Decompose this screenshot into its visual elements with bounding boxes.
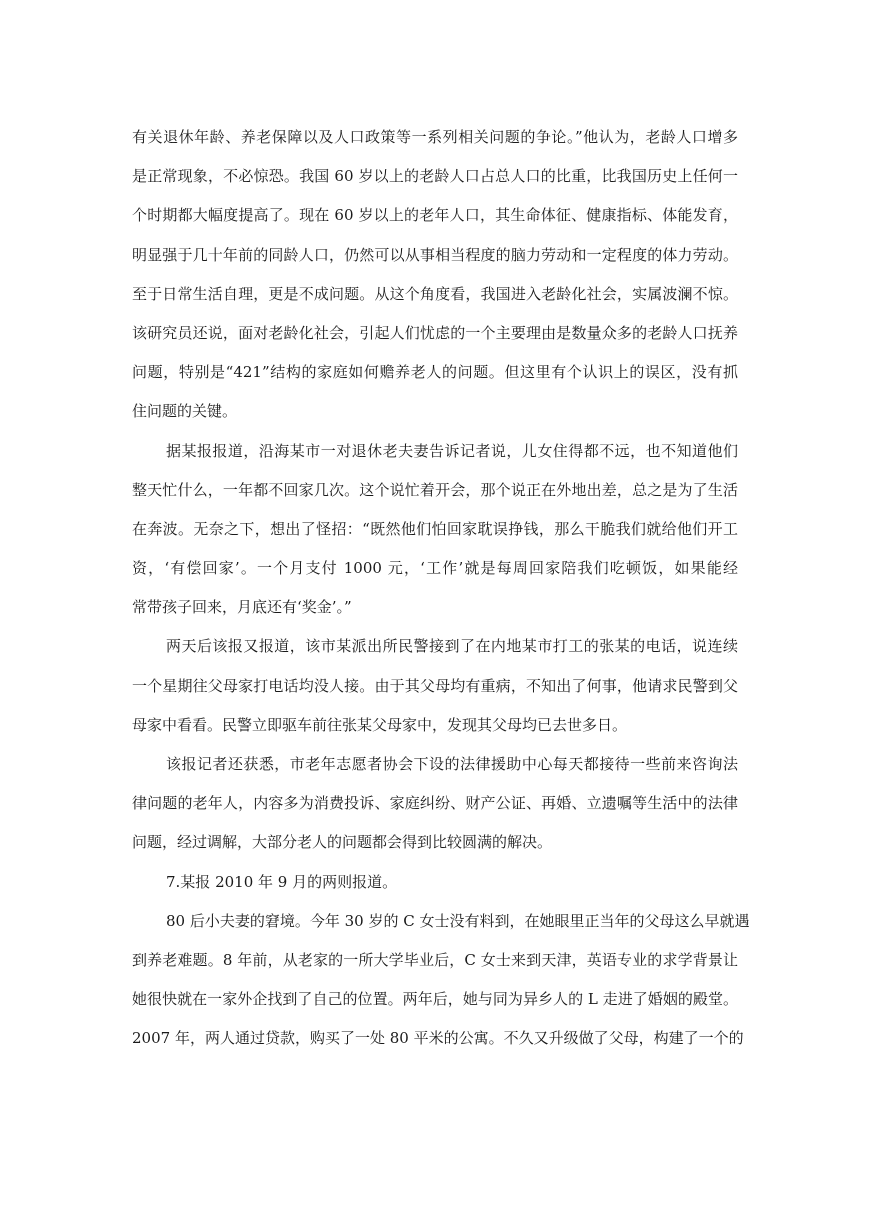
paragraph-first-line: 两天后该报又报道，该市某派出所民警接到了在内地某市打工的张某的电话，说连续 bbox=[166, 637, 738, 656]
text-line: 问题，经过调解，大部分老人的问题都会得到比较圆满的解决。 bbox=[132, 833, 553, 852]
body-text bbox=[132, 118, 750, 1059]
text-line: 到养老难题。8 年前，从老家的一所大学毕业后，C 女士来到天津，英语专业的求学背景让 bbox=[132, 950, 738, 969]
text-line: 她很快就在一家外企找到了自己的位置。两年后，她与同为异乡人的 L 走进了婚姻的殿堂。 bbox=[132, 990, 738, 1009]
text-line: 一个星期往父母家打电话均没人接。由于其父母均有重病，不知出了何事，他请求民警到父 bbox=[132, 676, 738, 695]
text-line: 母家中看看。民警立即驱车前往张某父母家中，发现其父母均已去世多日。 bbox=[132, 715, 628, 734]
text-line: 住问题的关键。 bbox=[132, 402, 238, 421]
text-line: 整天忙什么，一年都不回家几次。这个说忙着开会，那个说正在外地出差，总之是为了生活 bbox=[132, 480, 738, 499]
text-line: 是正常现象，不必惊恐。我国 60 岁以上的老龄人口占总人口的比重，比我国历史上任何一 bbox=[132, 167, 738, 186]
paragraph-first-line: 据某报报道，沿海某市一对退休老夫妻告诉记者说，儿女住得都不远，也不知道他们 bbox=[166, 441, 738, 460]
text-line: 在奔波。无奈之下，想出了怪招：“既然他们怕回家耽误挣钱，那么干脆我们就给他们开工 bbox=[132, 519, 738, 538]
text-line: 至于日常生活自理，更是不成问题。从这个角度看，我国进入老龄化社会，实属波澜不惊。 bbox=[132, 284, 738, 303]
text-line: 2007 年，两人通过贷款，购买了一处 80 平米的公寓。不久又升级做了父母，构建了一个的 bbox=[132, 1029, 744, 1048]
text-line: 常带孩子回来，月底还有‘奖金’。” bbox=[132, 598, 352, 617]
text-line: 该研究员还说，面对老龄化社会，引起人们忧虑的一个主要理由是数量众多的老龄人口抚养 bbox=[132, 323, 738, 342]
text-line: 问题，特别是“421”结构的家庭如何赡养老人的问题。但这里有个认识上的误区，没有抓 bbox=[132, 363, 738, 382]
paragraph-first-line: 80 后小夫妻的窘境。今年 30 岁的 C 女士没有料到，在她眼里正当年的父母这么早就遇 bbox=[166, 911, 750, 930]
text-line: 个时期都大幅度提高了。现在 60 岁以上的老年人口，其生命体征、健康指标、体能发育， bbox=[132, 206, 738, 225]
text-line: 明显强于几十年前的同龄人口，仍然可以从事相当程度的脑力劳动和一定程度的体力劳动。 bbox=[132, 245, 738, 264]
paragraph-first-line: 该报记者还获悉，市老年志愿者协会下设的法律援助中心每天都接待一些前来咨询法 bbox=[166, 755, 738, 773]
text-line: 资，‘有偿回家’。一个月支付 1000 元，‘工作’就是每周回家陪我们吃顿饭，如果能经 bbox=[132, 559, 738, 578]
text-line: 律问题的老年人，内容多为消费投诉、家庭纠纷、财产公证、再婚、立遗嘱等生活中的法律 bbox=[132, 794, 738, 813]
text-line: 有关退休年龄、养老保障以及人口政策等一系列相关问题的争论。”他认为，老龄人口增多 bbox=[132, 128, 738, 146]
section-heading: 7.某报 2010 年 9 月的两则报道。 bbox=[166, 872, 398, 891]
